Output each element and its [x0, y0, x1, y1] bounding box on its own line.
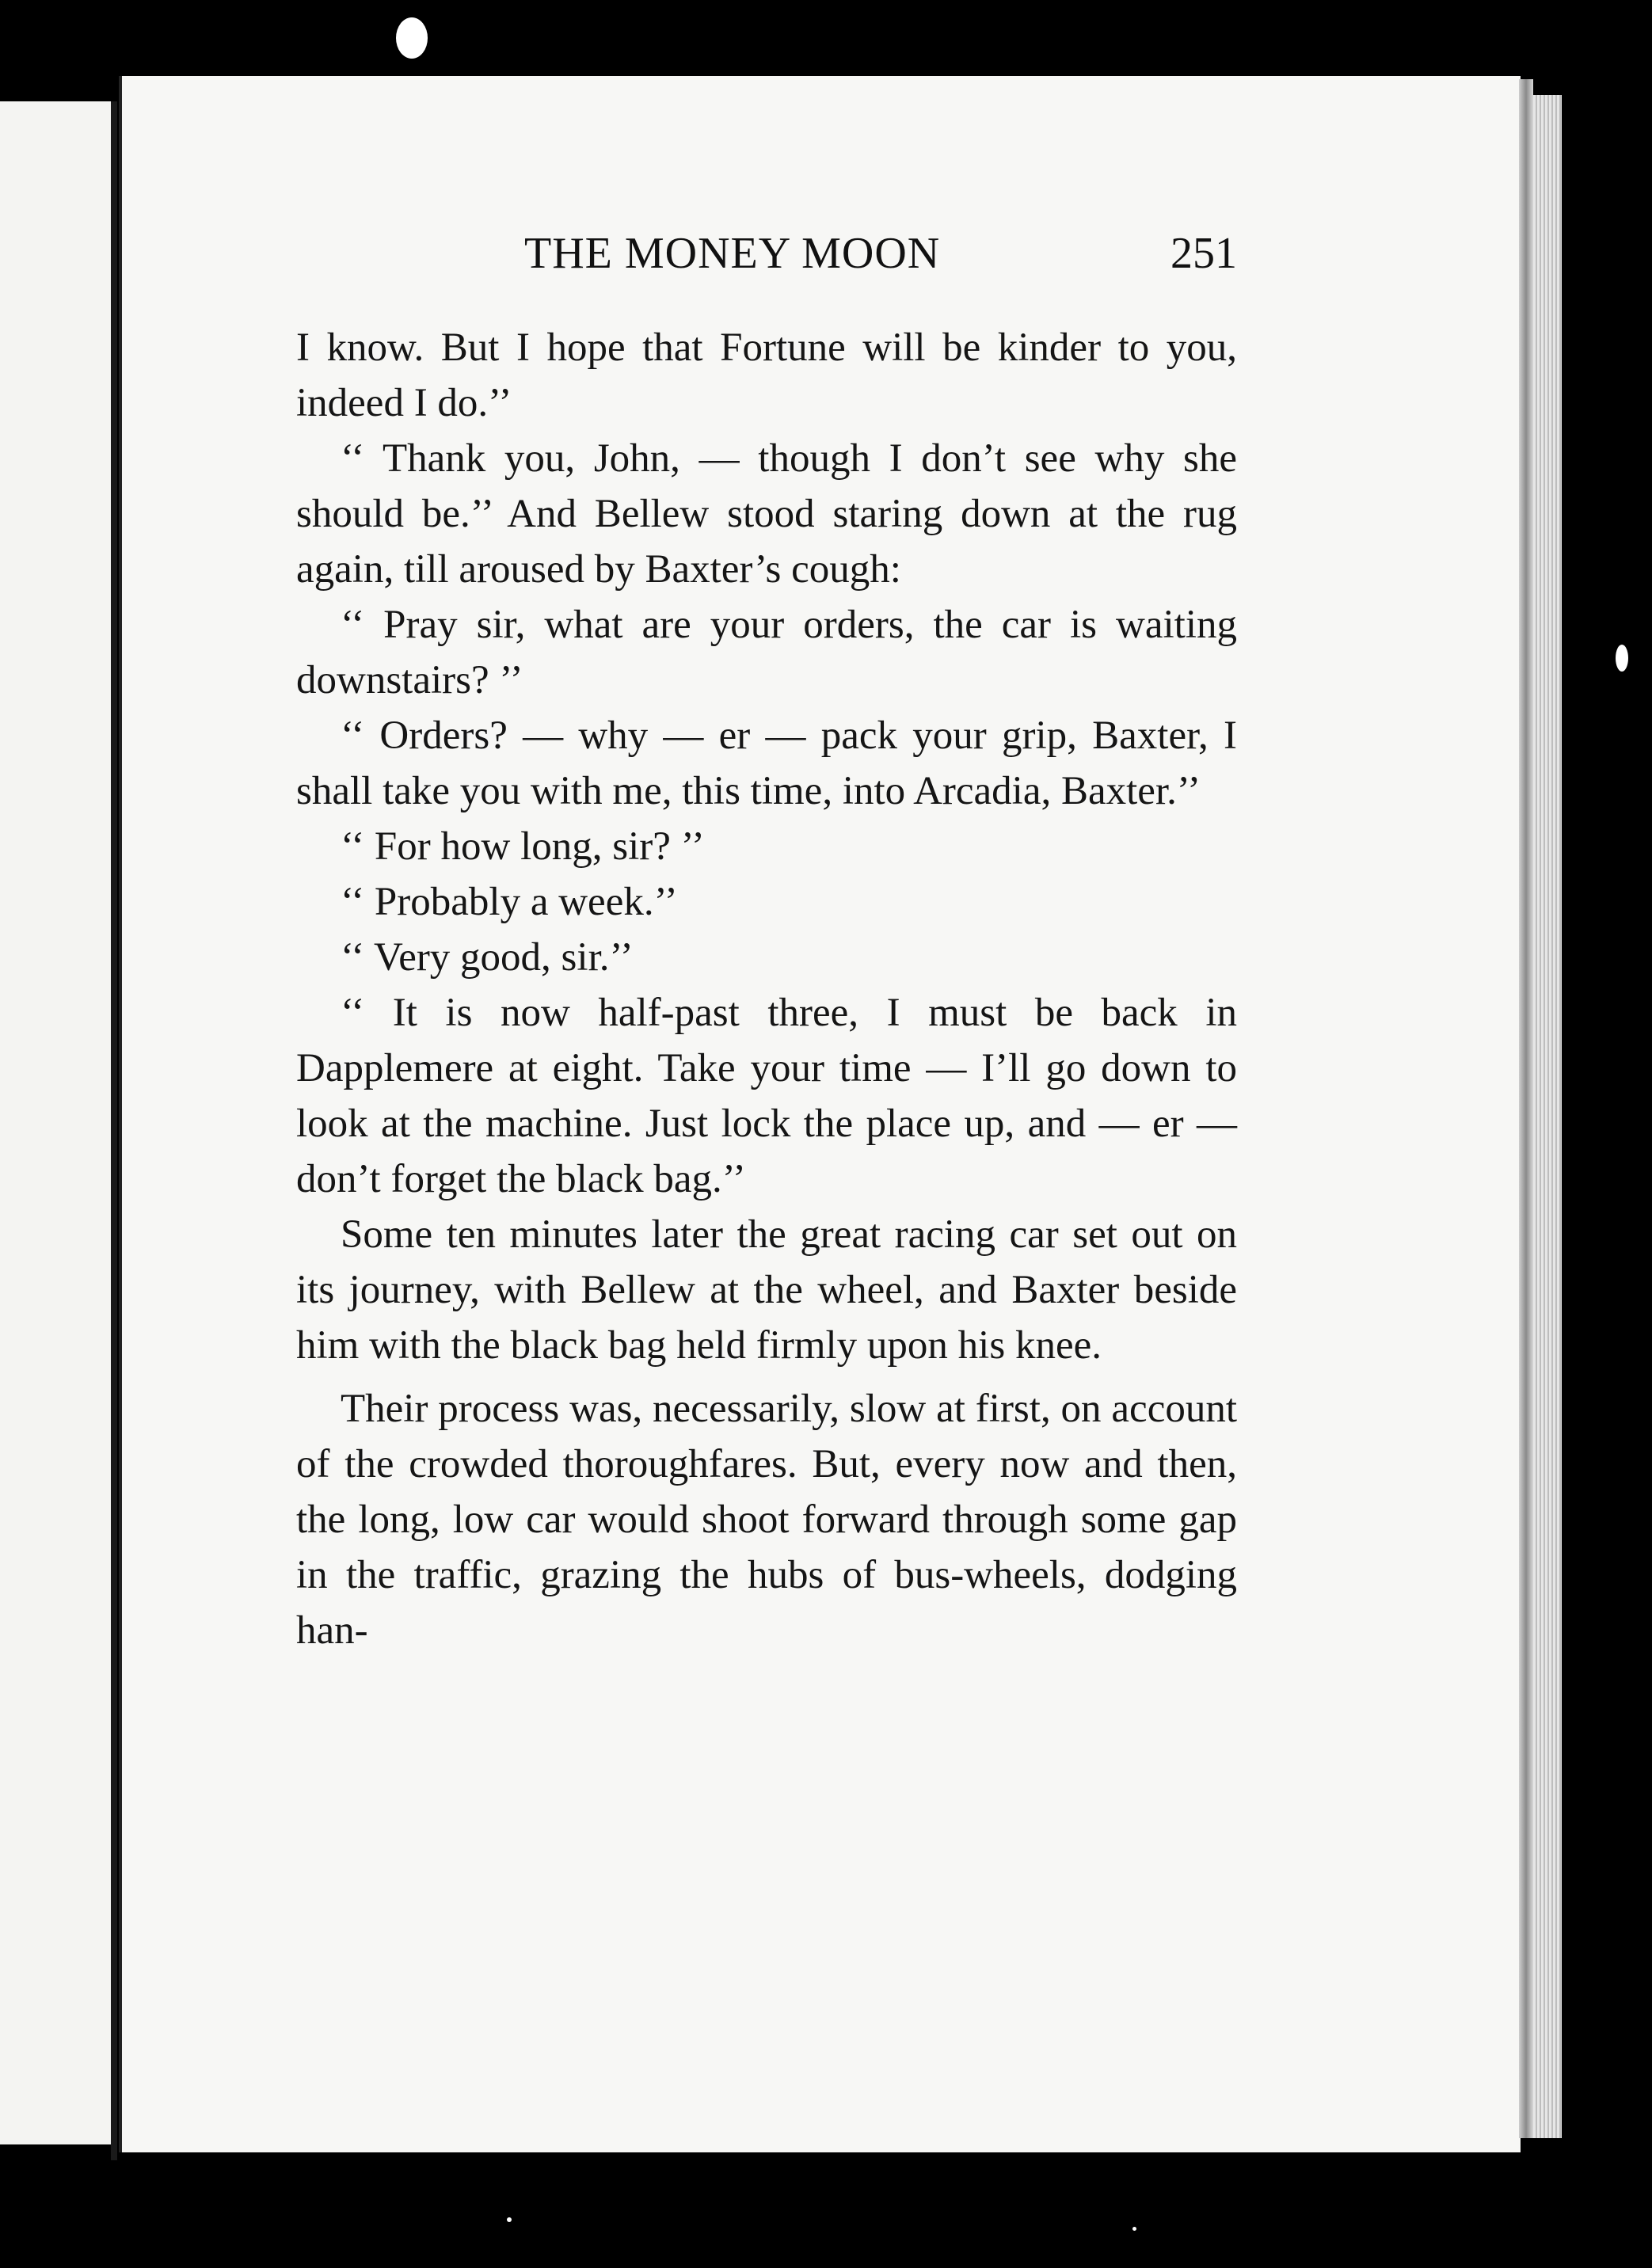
- paragraph: ‘‘ Probably a week.’’: [341, 880, 678, 924]
- paragraph: ‘‘ Pray sir, what are your orders, the car is waiting downstairs? ’’: [296, 603, 1237, 702]
- body-text: [296, 320, 1237, 1658]
- dust-speck: [507, 2217, 512, 2222]
- paragraph: ‘‘ Very good, sir.’’: [341, 935, 634, 980]
- page-stack-edge: [1533, 95, 1562, 2138]
- book-gutter: [111, 101, 117, 2160]
- paragraph: ‘‘ For how long, sir? ’’: [341, 824, 705, 869]
- dust-speck: [396, 17, 428, 59]
- paragraph: ‘‘ Orders? — why — er — pack your grip, Baxter, I shall take you with me, this time, into Arcadia, Baxter.’’: [296, 714, 1237, 813]
- paragraph: I know. But I hope that Fortune will be kinder to you, indeed I do.’’: [296, 325, 1237, 425]
- page-number: 251: [1170, 229, 1237, 278]
- dust-speck: [1616, 645, 1628, 672]
- paragraph: ‘‘ Thank you, John, — though I don’t see why she should be.’’ And Bellew stood staring down at the rug again, till aroused by Baxter’s cough:: [296, 436, 1237, 592]
- page-right-edge: [1519, 79, 1533, 2138]
- running-title: THE MONEY MOON: [524, 229, 941, 278]
- previous-page-edge: [0, 101, 111, 2144]
- paragraph: Some ten minutes later the great racing car set out on its journey, with Bellew at the wheel, and Baxter beside him with the black bag held firmly upon his knee.: [296, 1212, 1237, 1368]
- running-head: [405, 228, 1237, 284]
- dust-speck: [1132, 2227, 1136, 2231]
- paragraph: Their process was, necessarily, slow at first, on account of the crowded thoroughfares. But, every now and then, the long, low car would shoot forward through some gap in the traffic, grazing the hubs of bus-wheels, dodging han-: [296, 1387, 1237, 1653]
- paragraph: ‘‘ It is now half-past three, I must be back in Dapplemere at eight. Take your time — I’ll go down to look at the machine. Just lock the place up, and — er — don’t forget the black bag.’’: [296, 991, 1237, 1201]
